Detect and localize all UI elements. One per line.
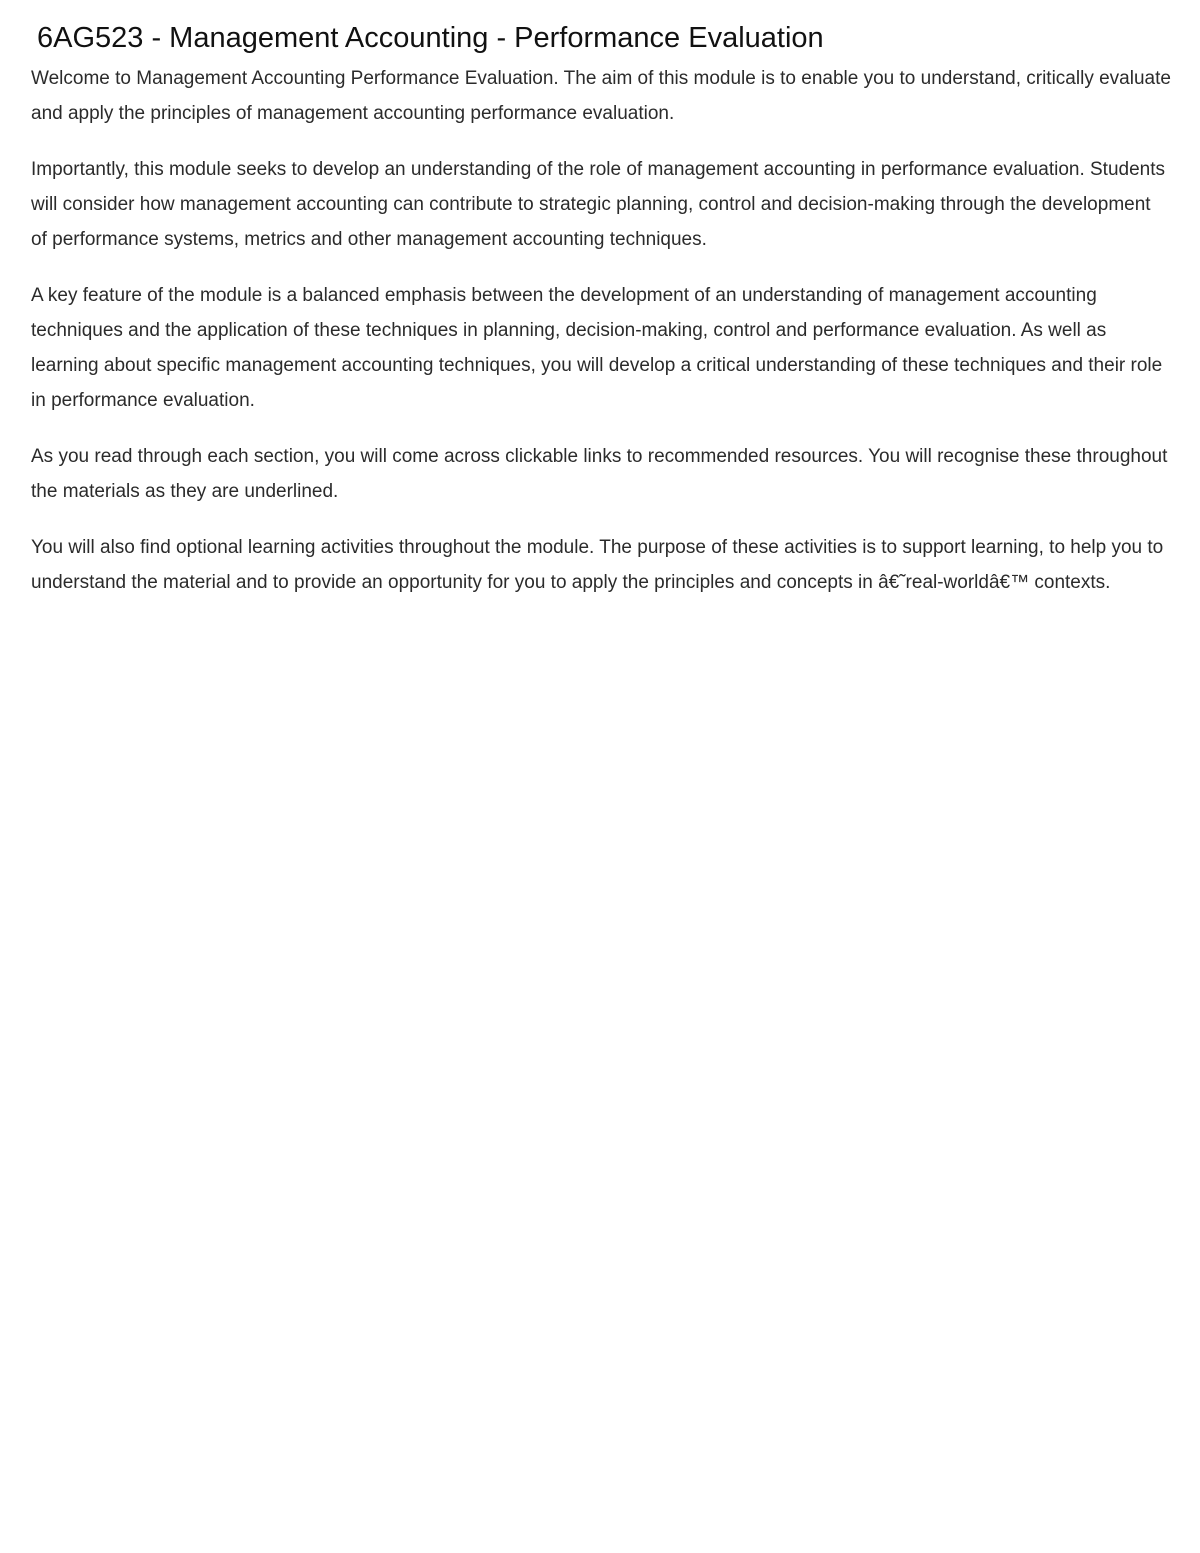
paragraph-activities: You will also find optional learning activities throughout the module. The purpose of these activities is to support learning, to help you to understand the material and to provide an opportunity for you to apply the principles and concepts in â€˜real-worldâ€™ contexts.: [31, 537, 1164, 593]
paragraph-welcome: Welcome to Management Accounting Performance Evaluation. The aim of this module is to enable you to understand, critically evaluate and apply the principles of management accounting performance evaluation.: [31, 68, 1171, 124]
paragraph-importantly: Importantly, this module seeks to develop an understanding of the role of management accounting in performance evaluation. Students will consider how management accounting can contribute to strategic planning, control and decision-making through the development of performance systems, metrics and other management accounting techniques.: [31, 159, 1166, 250]
page-title: 6AG523 - Management Accounting - Performance Evaluation: [37, 22, 824, 54]
paragraph-links: As you read through each section, you will come across clickable links to recommended resources. You will recognise these throughout the materials as they are underlined.: [31, 446, 1168, 502]
document-body: [31, 61, 1171, 621]
paragraph-key-feature: A key feature of the module is a balanced emphasis between the development of an understanding of management accounting techniques and the application of these techniques in planning, decision-making, control and performance evaluation. As well as learning about specific management accounting techniques, you will develop a critical understanding of these techniques and their role in performance evaluation.: [31, 285, 1163, 411]
